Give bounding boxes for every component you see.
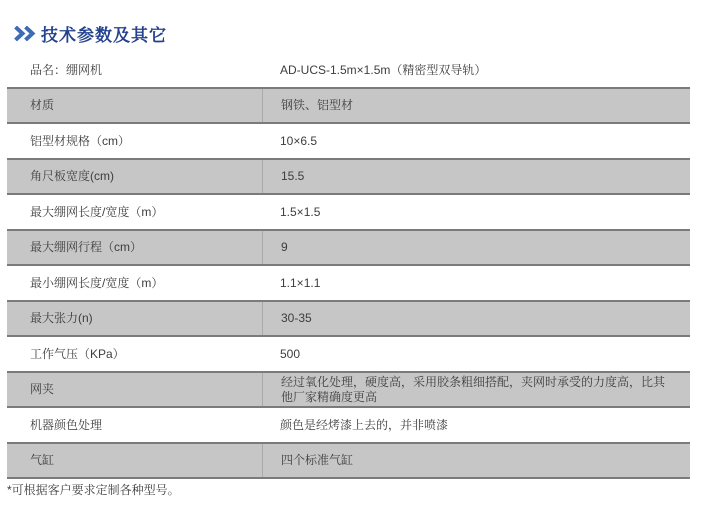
row-value: 1.1×1.1 — [280, 275, 321, 290]
row-value: 钢铁、铝型材 — [262, 89, 690, 122]
row-label: 品名：绷网机 — [30, 62, 103, 77]
row-label: 最小绷网长度/宽度（m） — [30, 275, 164, 290]
row-label: 铝型材规格（cm） — [30, 133, 130, 148]
row-value: 1.5×1.5 — [280, 204, 321, 219]
table-row — [7, 87, 690, 124]
table-row — [7, 266, 690, 300]
table-row — [7, 195, 690, 229]
row-label: 材质 — [30, 98, 55, 112]
table-row — [7, 300, 690, 337]
row-value: 30-35 — [262, 302, 690, 335]
spec-table — [7, 53, 690, 479]
table-row — [7, 158, 690, 195]
row-label: 气缸 — [30, 453, 55, 467]
row-label: 最大绷网长度/宽度（m） — [30, 204, 164, 219]
table-row — [7, 229, 690, 266]
row-label: 机器颜色处理 — [30, 417, 103, 432]
row-value: AD-UCS-1.5m×1.5m（精密型双导轨） — [280, 62, 487, 77]
footnote: *可根据客户要求定制各种型号。 — [7, 483, 180, 497]
table-row — [7, 124, 690, 158]
row-value: 颜色是经烤漆上去的，并非喷漆 — [280, 417, 449, 432]
row-value: 四个标准气缸 — [262, 444, 690, 477]
row-value: 15.5 — [262, 160, 690, 193]
row-label: 最大绷网行程（cm） — [30, 240, 142, 254]
table-row — [7, 53, 690, 87]
section-header — [14, 21, 167, 46]
table-row — [7, 408, 690, 442]
row-value: 经过氧化处理，硬度高，采用胶条粗细搭配，夹网时承受的力度高，比其他厂家精确度更高 — [262, 373, 690, 406]
page-title: 技术参数及其它 — [41, 26, 167, 45]
row-value: 500 — [280, 346, 301, 361]
row-label: 网夹 — [30, 382, 55, 396]
double-chevron-icon — [14, 26, 36, 41]
row-label: 工作气压（KPa） — [30, 346, 125, 361]
table-row — [7, 371, 690, 408]
row-label: 最大张力(n) — [30, 311, 93, 325]
row-label: 角尺板宽度(cm) — [30, 169, 114, 183]
row-value: 9 — [262, 231, 690, 264]
row-value: 10×6.5 — [280, 133, 318, 148]
table-row — [7, 337, 690, 371]
table-row — [7, 442, 690, 479]
